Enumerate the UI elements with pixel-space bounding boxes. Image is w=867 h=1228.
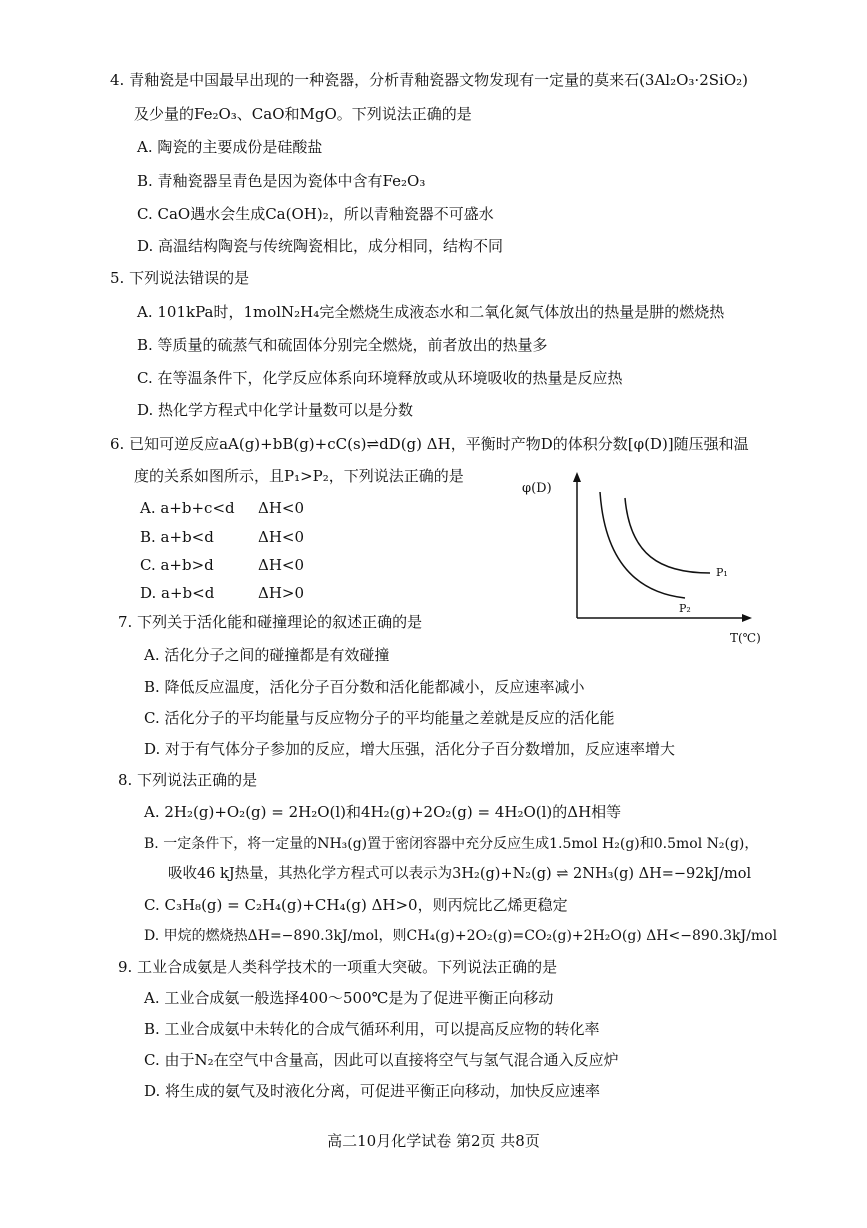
phi-d-temperature-graph [520, 470, 790, 650]
q8-option-c: C. C₃H₈(g) = C₂H₄(g)+CH₄(g) ΔH>0，则丙烷比乙烯更稳定 [144, 896, 568, 914]
q8-option-b-line1: B. 一定条件下，将一定量的NH₃(g)置于密闭容器中充分反应生成1.5mol H₂(g)和0.5mol N₂(g)， [144, 836, 759, 852]
curve-p1-label: P₁ [716, 566, 728, 579]
q5-stem: 5. 下列说法错误的是 [110, 269, 250, 287]
q9-option-d: D. 将生成的氨气及时液化分离，可促进平衡正向移动，加快反应速率 [144, 1082, 601, 1100]
q4-option-c: C. CaO遇水会生成Ca(OH)₂，所以青釉瓷器不可盛水 [137, 205, 494, 223]
q5-option-c: C. 在等温条件下，化学反应体系向环境释放或从环境吸收的热量是反应热 [137, 369, 623, 387]
q6-option-c-dh: ΔH<0 [258, 556, 305, 574]
q5-option-b: B. 等质量的硫蒸气和硫固体分别完全燃烧，前者放出的热量多 [137, 336, 548, 354]
curve-p1 [625, 498, 710, 573]
q5-option-a: A. 101kPa时，1molN₂H₄完全燃烧生成液态水和二氧化氮气体放出的热量是肼的燃烧热 [137, 303, 725, 321]
x-axis-arrow [742, 614, 752, 622]
y-axis-arrow [573, 472, 581, 482]
q9-option-a: A. 工业合成氨一般选择400～500℃是为了促进平衡正向移动 [144, 989, 554, 1007]
q4-option-d: D. 高温结构陶瓷与传统陶瓷相比，成分相同，结构不同 [137, 237, 504, 255]
q9-option-b: B. 工业合成氨中未转化的合成气循环利用，可以提高反应物的转化率 [144, 1020, 600, 1038]
q6-option-b-cond: B. a+b<d [140, 528, 214, 546]
curve-p2-label: P₂ [679, 602, 691, 615]
y-axis-label: φ(D) [522, 481, 552, 496]
q4-option-a: A. 陶瓷的主要成份是硅酸盐 [137, 138, 323, 156]
q6-option-a-dh: ΔH<0 [258, 499, 305, 517]
q6-option-d-cond: D. a+b<d [140, 584, 215, 602]
q8-option-b-line2: 吸收46 kJ热量，其热化学方程式可以表示为3H₂(g)+N₂(g) ⇌ 2NH₃(g) ΔH=−92kJ/mol [168, 866, 752, 882]
q6-option-a-cond: A. a+b+c<d [140, 499, 235, 517]
q4-line2: 及少量的Fe₂O₃、CaO和MgO。下列说法正确的是 [134, 105, 472, 123]
x-axis-label: T(℃) [730, 631, 761, 645]
q4-line1: 4. 青釉瓷是中国最早出现的一种瓷器，分析青釉瓷器文物发现有一定量的莫来石(3Al₂O₃·2SiO₂) [110, 71, 748, 89]
q4-option-b: B. 青釉瓷器呈青色是因为瓷体中含有Fe₂O₃ [137, 172, 426, 190]
q6-line2: 度的关系如图所示，且P₁>P₂，下列说法正确的是 [134, 467, 464, 485]
q6-line1: 6. 已知可逆反应aA(g)+bB(g)+cC(s)⇌dD(g) ΔH，平衡时产物D的体积分数[φ(D)]随压强和温 [110, 435, 749, 453]
q7-option-b: B. 降低反应温度，活化分子百分数和活化能都减小，反应速率减小 [144, 678, 585, 696]
q6-option-b-dh: ΔH<0 [258, 528, 305, 546]
q8-stem: 8. 下列说法正确的是 [118, 771, 258, 789]
q5-option-d: D. 热化学方程式中化学计量数可以是分数 [137, 401, 414, 419]
q7-option-a: A. 活化分子之间的碰撞都是有效碰撞 [144, 646, 390, 664]
q6-option-c-cond: C. a+b>d [140, 556, 214, 574]
q8-option-d: D. 甲烷的燃烧热ΔH=−890.3kJ/mol，则CH₄(g)+2O₂(g)=CO₂(g)+2H₂O(g) ΔH<−890.3kJ/mol [144, 928, 778, 944]
q6-option-d-dh: ΔH>0 [258, 584, 305, 602]
curve-p2 [600, 492, 685, 598]
q8-option-a: A. 2H₂(g)+O₂(g) = 2H₂O(l)和4H₂(g)+2O₂(g) = 4H₂O(l)的ΔH相等 [144, 803, 622, 821]
q7-stem: 7. 下列关于活化能和碰撞理论的叙述正确的是 [118, 613, 423, 631]
q7-option-d: D. 对于有气体分子参加的反应，增大压强，活化分子百分数增加，反应速率增大 [144, 740, 676, 758]
q9-option-c: C. 由于N₂在空气中含量高，因此可以直接将空气与氢气混合通入反应炉 [144, 1051, 619, 1069]
q9-stem: 9. 工业合成氨是人类科学技术的一项重大突破。下列说法正确的是 [118, 958, 558, 976]
page-footer: 高二10月化学试卷 第2页 共8页 [327, 1132, 540, 1150]
q7-option-c: C. 活化分子的平均能量与反应物分子的平均能量之差就是反应的活化能 [144, 709, 615, 727]
